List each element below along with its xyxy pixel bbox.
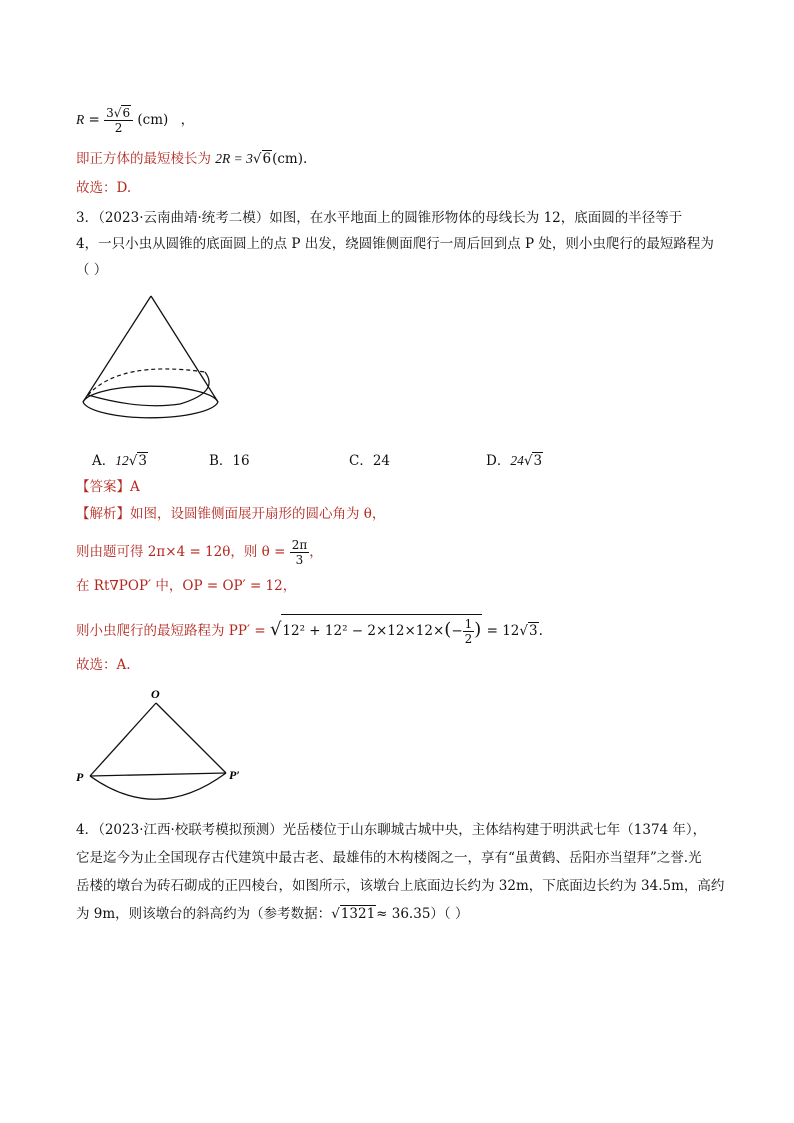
cube-edge-unit: (cm) [272, 151, 304, 167]
q4-line-4: 为 9m，则该墩台的斜高约为（参考数据：√1321≈ 36.35）（ ） [76, 906, 469, 922]
option-a-radicand: 3 [138, 453, 147, 469]
option-a-value: 12 [115, 453, 129, 468]
q4-line-1: 4．（2023·江西·校联考模拟预测）光岳楼位于山东聊城古城中央，主体结构建于明洪武七年（1374 年）， [76, 822, 707, 838]
answer-line [76, 477, 140, 497]
sector-radius-op [90, 703, 156, 776]
sector-figure [72, 684, 262, 806]
cube-edge-line: 即正方体的最短棱长为 2R = 3√6(cm). [76, 151, 308, 167]
analysis-tag: 【解析】 [76, 506, 130, 522]
radius-unit: (cm) [137, 112, 169, 128]
cone-base-back [83, 386, 218, 402]
answer-tag: 【答案】 [76, 479, 130, 495]
radius-formula [76, 106, 194, 135]
step-1 [76, 538, 323, 567]
step-3-text: 则小虫爬行的最短路程为 PP′ = [76, 623, 266, 639]
q4-line-2: 它是迄今为止全国现存古代建筑中最古老、最雄伟的木构楼阁之一，享有“虽黄鹤、岳阳亦当望拜”之誉.光 [76, 850, 702, 866]
analysis-text: 如图，设圆锥侧面展开扇形的圆心角为 θ， [130, 506, 386, 522]
point-p-prime-label: P′ [229, 768, 240, 782]
step-3-end: . [538, 623, 543, 639]
step-1-end: ， [309, 544, 323, 560]
option-c-letter: C． [349, 453, 373, 469]
chord-pp-prime [90, 773, 226, 776]
step-1-text: 则由题可得 2π×4 = 12θ，则 θ = [76, 544, 286, 560]
step-2: 在 Rt∇POP′ 中，OP = OP′ = 12， [76, 578, 297, 594]
analysis-line [76, 504, 385, 524]
q4-line-4-text: 为 9m，则该墩台的斜高约为（参考数据： [76, 906, 332, 922]
q4-approx: ≈ 36.35）（ ） [376, 906, 469, 922]
cube-edge-radicand: 6 [262, 151, 272, 167]
cube-edge-text: 即正方体的最短棱长为 [76, 151, 211, 167]
option-d-value: 24 [510, 453, 524, 468]
step-3-result: = 12 [486, 623, 520, 639]
theta-num: 2π [291, 538, 308, 552]
step-3-radicand: 12² + 12² − 2×12×12× [282, 623, 445, 639]
theta-den: 3 [295, 553, 304, 567]
point-o-label: O [151, 687, 160, 701]
option-d-radicand: 3 [533, 453, 543, 469]
half-num: 1 [464, 617, 473, 631]
radius-num-radicand: 6 [122, 106, 131, 120]
theta-fraction [290, 538, 310, 567]
option-a[interactable]: A．12√3 [92, 453, 147, 469]
cone-base-front [83, 402, 218, 418]
q3-line-3: （ ） [76, 262, 108, 278]
cone-path-solid [88, 372, 209, 406]
sector-arc [90, 773, 226, 799]
step-3: 则小虫爬行的最短路程为 PP′ = √12² + 12² − 2×12×12×(− $\frac{1}{2}$ ) = 12√3. [76, 614, 543, 646]
option-b[interactable] [209, 449, 250, 469]
q3-line-2: 4，一只小虫从圆锥的底面圆上的点 P 出发，绕圆锥侧面爬行一周后回到点 P 处，则小虫爬行的最短路程为 [76, 236, 714, 252]
option-a-letter: A． [92, 453, 116, 469]
option-d[interactable]: D．24√3 [486, 453, 543, 469]
sector-radius-op-prime [156, 703, 226, 773]
half-den: 2 [464, 632, 473, 646]
cone-figure [80, 292, 225, 427]
option-c[interactable] [349, 449, 390, 469]
q4-line-3: 岳楼的墩台为砖石砌成的正四棱台，如图所示，该墩台上底面边长约为 32m，下底面边长约为 34.5m，高约 [76, 878, 725, 894]
radius-tail: ， [180, 112, 195, 128]
q4-radicand: 1321 [340, 906, 376, 922]
radius-den: 2 [114, 121, 123, 135]
radius-symbol: R [76, 112, 85, 127]
choose-a: 故选：A. [76, 657, 131, 673]
point-p-label: P [76, 770, 84, 784]
q3-line-1: 3．（2023·云南曲靖·统考二模）如图，在水平地面上的圆锥形物体的母线长为 12，底面圆的半径等于 [76, 210, 683, 226]
radius-num-coef: 3 [106, 106, 114, 120]
option-c-value: 24 [372, 453, 391, 469]
cube-edge-expr: 2R = 3 [215, 151, 253, 166]
step-3-result-radicand: 3 [528, 623, 538, 639]
option-b-letter: B． [209, 453, 233, 469]
option-b-value: 16 [232, 453, 250, 469]
option-d-letter: D． [486, 453, 511, 469]
answer-value: A [130, 479, 140, 495]
half-fraction [463, 617, 475, 646]
equals-sign: = [88, 112, 100, 128]
choose-d: 故选：D. [76, 180, 132, 196]
cube-edge-end: . [303, 151, 308, 167]
radius-fraction: $\frac{3√6}{2}$ [104, 106, 133, 135]
